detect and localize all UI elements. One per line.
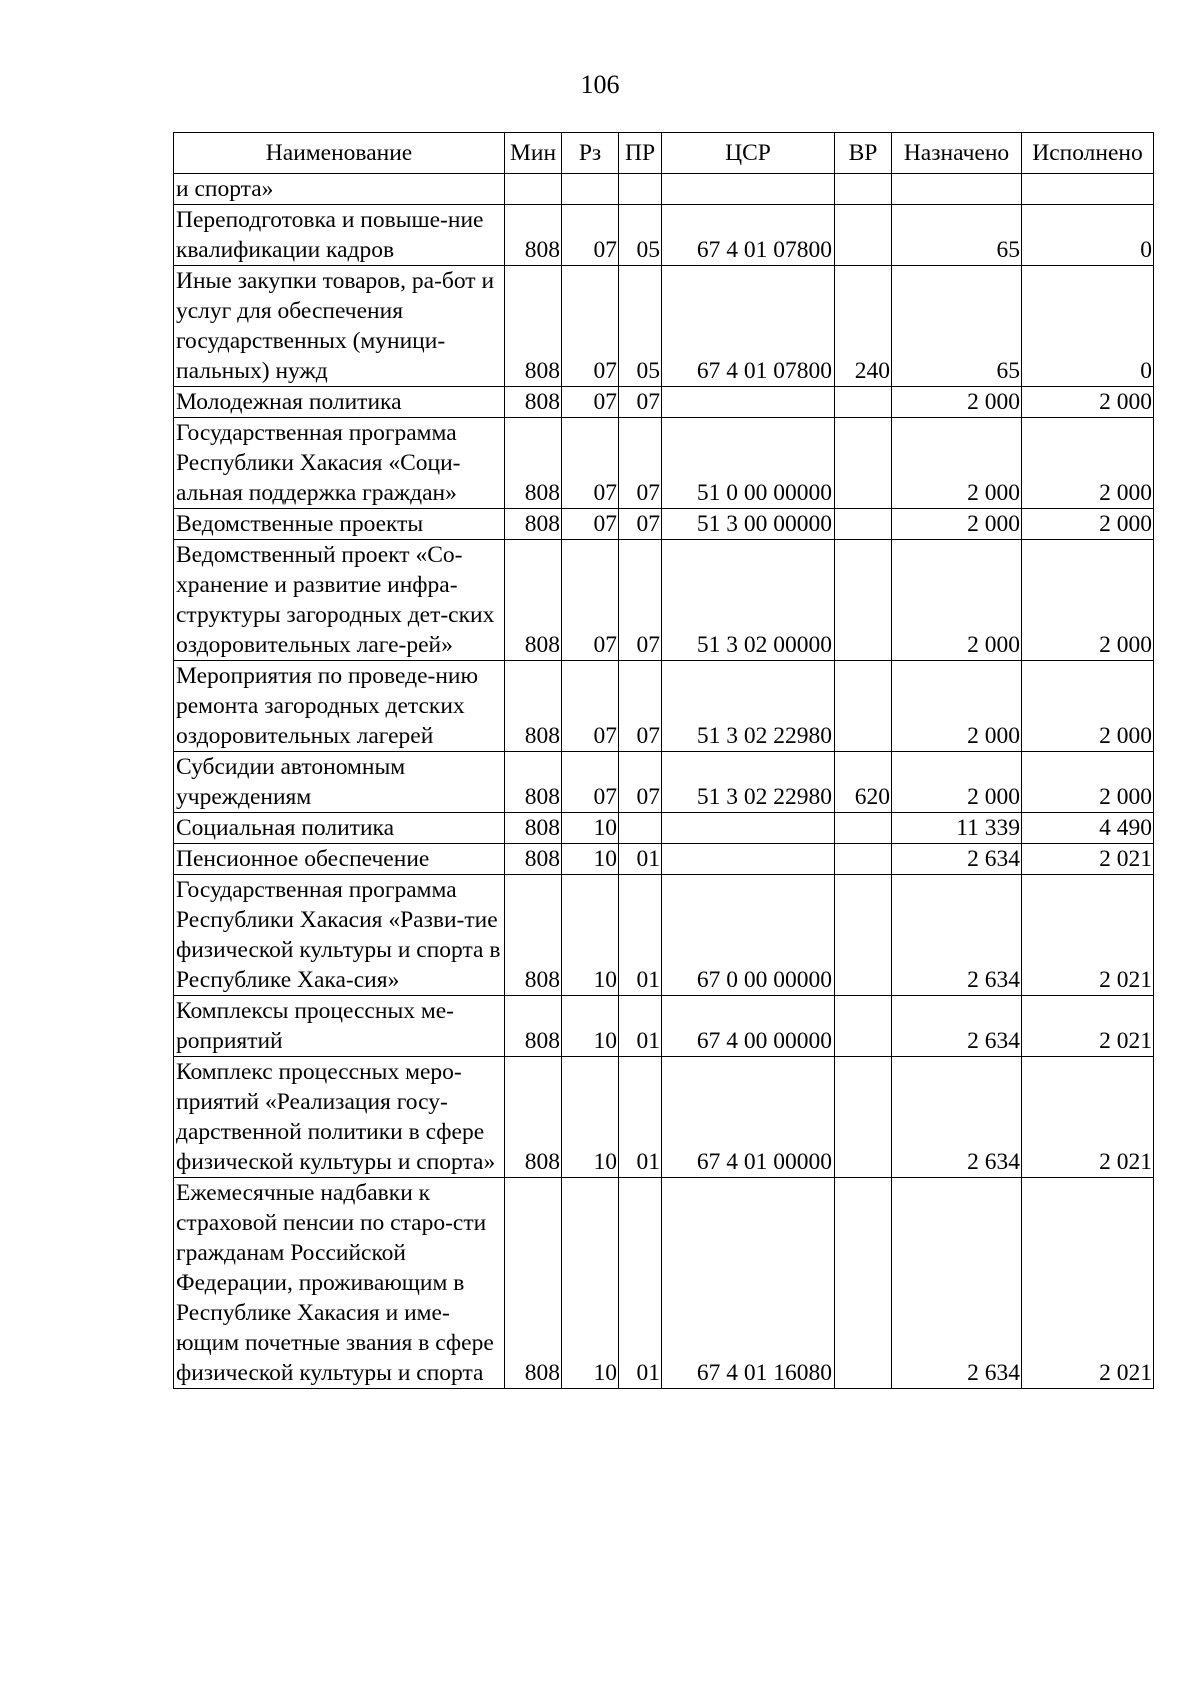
cell-min: 808 xyxy=(505,813,562,844)
cell-pr xyxy=(619,174,662,205)
table-header-row xyxy=(174,133,1154,174)
cell-min: 808 xyxy=(505,996,562,1057)
table-row xyxy=(174,540,1154,661)
table-row xyxy=(174,875,1154,996)
cell-min: 808 xyxy=(505,844,562,875)
table-row xyxy=(174,752,1154,813)
table-row xyxy=(174,1178,1154,1389)
cell-min: 808 xyxy=(505,387,562,418)
cell-rz: 07 xyxy=(562,387,619,418)
table-row xyxy=(174,661,1154,752)
cell-naznacheno xyxy=(892,174,1022,205)
cell-naznacheno: 2 000 xyxy=(892,387,1022,418)
header-min: Мин xyxy=(505,133,562,174)
header-name: Наименование xyxy=(174,133,505,174)
cell-naznacheno: 2 634 xyxy=(892,844,1022,875)
cell-pr: 07 xyxy=(619,540,662,661)
cell-vr xyxy=(835,875,892,996)
cell-pr: 01 xyxy=(619,1178,662,1389)
cell-csr xyxy=(662,174,835,205)
cell-name: Ведомственные проекты xyxy=(174,509,505,540)
header-ispolneno: Исполнено xyxy=(1022,133,1154,174)
cell-naznacheno: 65 xyxy=(892,266,1022,387)
cell-csr: 67 4 00 00000 xyxy=(662,996,835,1057)
cell-ispolneno: 2 000 xyxy=(1022,418,1154,509)
cell-name: Комплекс процессных меро-приятий «Реализация госу-дарственной политики в сфере физической культуры и спорта» xyxy=(174,1057,505,1178)
cell-csr xyxy=(662,387,835,418)
cell-min: 808 xyxy=(505,540,562,661)
cell-ispolneno: 2 000 xyxy=(1022,509,1154,540)
cell-vr xyxy=(835,661,892,752)
cell-ispolneno: 2 000 xyxy=(1022,540,1154,661)
cell-csr xyxy=(662,844,835,875)
cell-pr: 01 xyxy=(619,996,662,1057)
cell-min: 808 xyxy=(505,1057,562,1178)
table-row xyxy=(174,418,1154,509)
cell-csr: 51 3 02 00000 xyxy=(662,540,835,661)
cell-rz: 10 xyxy=(562,1178,619,1389)
cell-name: Молодежная политика xyxy=(174,387,505,418)
cell-name: Ведомственный проект «Со-хранение и развитие инфра-структуры загородных дет-ских оздоровительных лаге-рей» xyxy=(174,540,505,661)
cell-csr: 67 4 01 00000 xyxy=(662,1057,835,1178)
cell-vr: 240 xyxy=(835,266,892,387)
cell-ispolneno: 2 000 xyxy=(1022,387,1154,418)
cell-naznacheno: 2 634 xyxy=(892,1178,1022,1389)
cell-rz: 10 xyxy=(562,813,619,844)
cell-naznacheno: 65 xyxy=(892,205,1022,266)
cell-pr: 07 xyxy=(619,387,662,418)
cell-vr xyxy=(835,418,892,509)
cell-vr xyxy=(835,205,892,266)
cell-name: Иные закупки товаров, ра-бот и услуг для обеспечения государственных (муници-пальных) нужд xyxy=(174,266,505,387)
cell-ispolneno: 0 xyxy=(1022,205,1154,266)
cell-pr: 01 xyxy=(619,844,662,875)
cell-name: Переподготовка и повыше-ние квалификации кадров xyxy=(174,205,505,266)
cell-name: Государственная программа Республики Хакасия «Разви-тие физической культуры и спорта в Республике Хака-сия» xyxy=(174,875,505,996)
cell-rz: 07 xyxy=(562,418,619,509)
cell-rz: 07 xyxy=(562,205,619,266)
cell-name: Мероприятия по проведе-нию ремонта загородных детских оздоровительных лагерей xyxy=(174,661,505,752)
cell-ispolneno: 2 000 xyxy=(1022,752,1154,813)
header-vr: ВР xyxy=(835,133,892,174)
table-row xyxy=(174,813,1154,844)
cell-pr xyxy=(619,813,662,844)
cell-csr: 67 4 01 07800 xyxy=(662,266,835,387)
cell-csr: 51 0 00 00000 xyxy=(662,418,835,509)
table-row xyxy=(174,1057,1154,1178)
cell-rz: 07 xyxy=(562,540,619,661)
cell-name: Ежемесячные надбавки к страховой пенсии по старо-сти гражданам Российской Федерации, проживающим в Республике Хакасия и име-ющим почетные звания в сфере физической культуры и спорта xyxy=(174,1178,505,1389)
table-row xyxy=(174,205,1154,266)
cell-vr xyxy=(835,844,892,875)
cell-name: Социальная политика xyxy=(174,813,505,844)
table-row xyxy=(174,509,1154,540)
cell-rz: 10 xyxy=(562,875,619,996)
cell-rz: 07 xyxy=(562,752,619,813)
cell-ispolneno: 2 021 xyxy=(1022,844,1154,875)
cell-ispolneno: 2 021 xyxy=(1022,875,1154,996)
cell-rz: 07 xyxy=(562,661,619,752)
cell-ispolneno: 4 490 xyxy=(1022,813,1154,844)
table-body xyxy=(174,174,1154,1389)
cell-min: 808 xyxy=(505,418,562,509)
cell-rz: 07 xyxy=(562,266,619,387)
table-row xyxy=(174,387,1154,418)
cell-vr xyxy=(835,387,892,418)
cell-csr: 51 3 02 22980 xyxy=(662,661,835,752)
cell-pr: 05 xyxy=(619,205,662,266)
cell-name: Субсидии автономным учреждениям xyxy=(174,752,505,813)
cell-name: Пенсионное обеспечение xyxy=(174,844,505,875)
cell-vr: 620 xyxy=(835,752,892,813)
cell-min: 808 xyxy=(505,752,562,813)
cell-pr: 05 xyxy=(619,266,662,387)
cell-rz: 10 xyxy=(562,996,619,1057)
budget-table xyxy=(173,132,1154,1389)
page-number: 106 xyxy=(580,70,620,99)
header-csr: ЦСР xyxy=(662,133,835,174)
cell-min: 808 xyxy=(505,661,562,752)
cell-ispolneno: 2 000 xyxy=(1022,661,1154,752)
cell-csr: 51 3 00 00000 xyxy=(662,509,835,540)
cell-naznacheno: 2 000 xyxy=(892,540,1022,661)
table-row xyxy=(174,266,1154,387)
cell-min: 808 xyxy=(505,266,562,387)
cell-ispolneno: 2 021 xyxy=(1022,996,1154,1057)
cell-min: 808 xyxy=(505,1178,562,1389)
table-row xyxy=(174,996,1154,1057)
cell-vr xyxy=(835,174,892,205)
cell-name: Государственная программа Республики Хакасия «Соци-альная поддержка граждан» xyxy=(174,418,505,509)
cell-ispolneno: 0 xyxy=(1022,266,1154,387)
cell-min: 808 xyxy=(505,205,562,266)
cell-csr: 67 4 01 16080 xyxy=(662,1178,835,1389)
cell-naznacheno: 2 634 xyxy=(892,875,1022,996)
cell-vr xyxy=(835,540,892,661)
cell-vr xyxy=(835,813,892,844)
table-row xyxy=(174,174,1154,205)
cell-csr: 67 0 00 00000 xyxy=(662,875,835,996)
cell-ispolneno: 2 021 xyxy=(1022,1057,1154,1178)
header-rz: Рз xyxy=(562,133,619,174)
cell-pr: 07 xyxy=(619,752,662,813)
cell-min xyxy=(505,174,562,205)
cell-naznacheno: 2 000 xyxy=(892,752,1022,813)
cell-vr xyxy=(835,1178,892,1389)
cell-name: и спорта» xyxy=(174,174,505,205)
cell-pr: 07 xyxy=(619,509,662,540)
cell-pr: 01 xyxy=(619,1057,662,1178)
cell-csr xyxy=(662,813,835,844)
cell-naznacheno: 2 000 xyxy=(892,661,1022,752)
cell-csr: 67 4 01 07800 xyxy=(662,205,835,266)
header-pr: ПР xyxy=(619,133,662,174)
cell-naznacheno: 2 634 xyxy=(892,1057,1022,1178)
cell-name: Комплексы процессных ме-роприятий xyxy=(174,996,505,1057)
header-naznacheno: Назначено xyxy=(892,133,1022,174)
cell-naznacheno: 11 339 xyxy=(892,813,1022,844)
cell-rz: 10 xyxy=(562,844,619,875)
cell-naznacheno: 2 000 xyxy=(892,509,1022,540)
cell-naznacheno: 2 000 xyxy=(892,418,1022,509)
cell-rz: 10 xyxy=(562,1057,619,1178)
cell-ispolneno: 2 021 xyxy=(1022,1178,1154,1389)
cell-pr: 07 xyxy=(619,661,662,752)
cell-vr xyxy=(835,996,892,1057)
cell-min: 808 xyxy=(505,875,562,996)
cell-rz: 07 xyxy=(562,509,619,540)
cell-vr xyxy=(835,1057,892,1178)
cell-min: 808 xyxy=(505,509,562,540)
cell-pr: 01 xyxy=(619,875,662,996)
cell-rz xyxy=(562,174,619,205)
cell-vr xyxy=(835,509,892,540)
table-row xyxy=(174,844,1154,875)
cell-pr: 07 xyxy=(619,418,662,509)
cell-ispolneno xyxy=(1022,174,1154,205)
cell-naznacheno: 2 634 xyxy=(892,996,1022,1057)
cell-csr: 51 3 02 22980 xyxy=(662,752,835,813)
